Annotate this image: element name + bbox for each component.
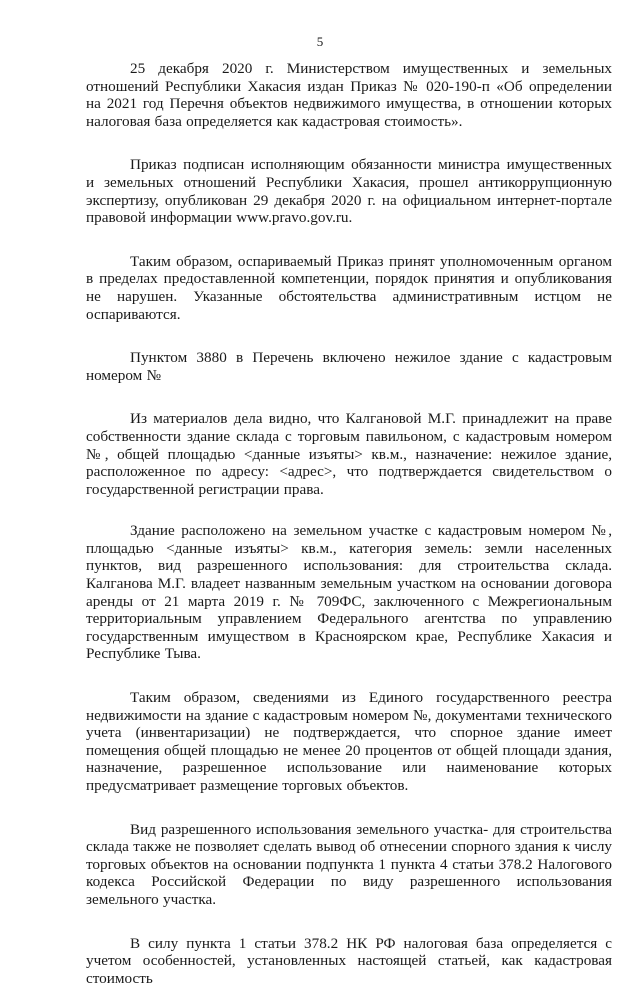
- paragraph-ownership: Из материалов дела видно, что Калгановой М.Г. принадлежит на праве собственности здание склада с торговым павильоном, с кадастровым номером №, общей площадью <данные изъяты> кв.м., назначение: нежилое здание, расположенное по адресу: <адрес>, что подтверждается свидетельством о государственной регистрации права.: [86, 410, 612, 498]
- paragraph-permitted-use: Вид разрешенного использования земельного участка- для строительства склада также не позволяет сделать вывод об отнесении спорного здания к числу торговых объектов на основании подпункта 1 пункта 4 статьи 378.2 Налогового кодекса Российской Федерации по виду разрешенного использования земельного участка.: [86, 820, 612, 908]
- paragraph-order-signed: Приказ подписан исполняющим обязанности министра имущественных и земельных отношений Республики Хакасия, прошел антикоррупционную экспертизу, опубликован 29 декабря 2020 г. на официальном интернет-портале правовой информации www.pravo.gov.ru.: [86, 156, 612, 227]
- paragraph-order-lawful: Таким образом, оспариваемый Приказ принят уполномоченным органом в пределах предоставленной компетенции, порядок принятия и опубликования не нарушен. Указанные обстоятельства административным истцом не оспариваются.: [86, 252, 612, 323]
- document-body: [86, 60, 612, 987]
- paragraph-item-3880: Пунктом 3880 в Перечень включено нежилое здание с кадастровым номером №: [86, 349, 612, 384]
- paragraph-order-issued: 25 декабря 2020 г. Министерством имущественных и земельных отношений Республики Хакасия издан Приказ № 020-190-п «Об определении на 2021 год Перечня объектов недвижимого имущества, в отношении которых налоговая база определяется как кадастровая стоимость».: [86, 60, 612, 130]
- paragraph-land-plot: Здание расположено на земельном участке с кадастровым номером №, площадью <данные изъяты> кв.м., категория земель: земли населенных пунктов, вид разрешенного использования: для строительства склада. Калганова М.Г. владеет названным земельным участком на основании договора аренды от 21 марта 2019 г. № 709ФС, заключенного с Межрегиональным территориальным управлением Федерального агентства по управлению государственным имуществом в Красноярском крае, Республике Хакасия и Республике Тыва.: [86, 522, 612, 663]
- page-number: 5: [316, 34, 324, 49]
- paragraph-tax-base: В силу пункта 1 статьи 378.2 НК РФ налоговая база определяется с учетом особенностей, установленных настоящей статьей, как кадастровая стоимость: [86, 934, 612, 987]
- paragraph-registry-findings: Таким образом, сведениями из Единого государственного реестра недвижимости на здание с кадастровым номером №, документами технического учета (инвентаризации) не подтверждается, что спорное здание имеет помещения общей площадью не менее 20 процентов от общей площади здания, назначение, разрешенное использование или наименование которых предусматривает размещение торговых объектов.: [86, 689, 612, 794]
